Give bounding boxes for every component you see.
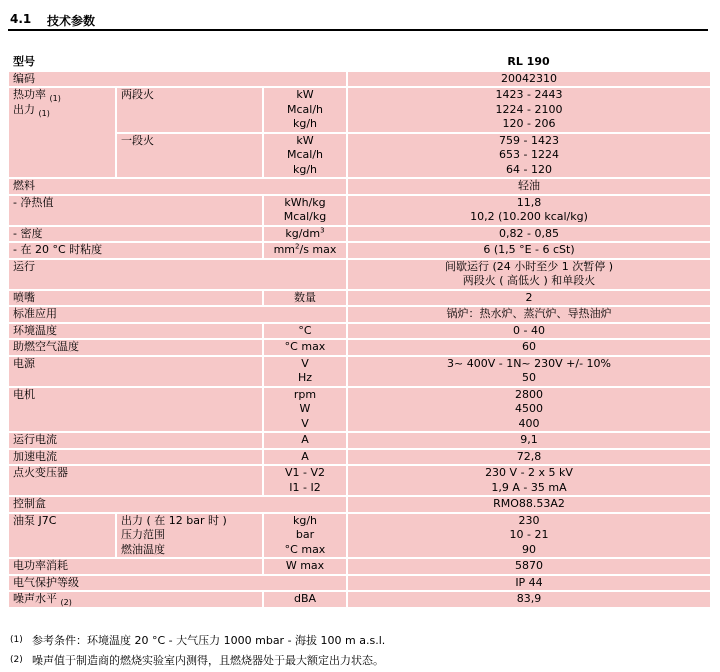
row-value: 5870 xyxy=(347,558,710,575)
section-title: 技术参数 xyxy=(47,14,96,28)
heading-rule xyxy=(8,29,708,31)
row-label: 运行 xyxy=(9,259,347,290)
table-row xyxy=(9,87,710,133)
row-value: 230 10 - 21 90 xyxy=(347,513,710,559)
unit-cell: A xyxy=(263,449,347,466)
unit-cell: kg/h bar °C max xyxy=(263,513,347,559)
model-label: 型号 xyxy=(9,55,347,71)
footnote-number: (1) xyxy=(10,635,23,645)
table-row xyxy=(9,195,710,226)
row-value: 锅炉：热水炉、蒸汽炉、导热油炉 xyxy=(347,306,710,323)
row-label: 电源 xyxy=(9,356,263,387)
row-label: 油泵 J7C xyxy=(9,513,116,559)
row-label: 点火变压器 xyxy=(9,465,263,496)
unit-cell: kWh/kg Mcal/kg xyxy=(263,195,347,226)
unit-cell: °C max xyxy=(263,339,347,356)
unit-cell: kW Mcal/h kg/h xyxy=(263,133,347,179)
table-row xyxy=(9,513,710,559)
table-row xyxy=(9,575,710,592)
footnotes xyxy=(10,632,710,672)
table-row xyxy=(9,356,710,387)
row-value: 230 V - 2 x 5 kV 1,9 A - 35 mA xyxy=(347,465,710,496)
model-value: RL 190 xyxy=(347,55,710,71)
row-value: 轻油 xyxy=(347,178,710,195)
sub-label: 出力 ( 在 12 bar 时 ) 压力范围 燃油温度 xyxy=(116,513,263,559)
row-label: 电机 xyxy=(9,387,263,433)
row-value: 间歇运行 (24 小时至少 1 次暂停 ) 两段火 ( 高低火 ) 和单段火 xyxy=(347,259,710,290)
table-row xyxy=(9,306,710,323)
row-value: 2 xyxy=(347,290,710,307)
unit-cell: V1 - V2 I1 - I2 xyxy=(263,465,347,496)
table-row xyxy=(9,339,710,356)
unit-cell: 数量 xyxy=(263,290,347,307)
table-row xyxy=(9,591,710,607)
table-row xyxy=(9,55,710,71)
row-label: 电功率消耗 xyxy=(9,558,263,575)
row-label: 燃料 xyxy=(9,178,347,195)
spec-table xyxy=(9,55,710,607)
row-label: 环境温度 xyxy=(9,323,263,340)
footnote-text: 参考条件：环境温度 20 °C - 大气压力 1000 mbar - 海拔 100 m a.s.l. xyxy=(32,634,386,647)
footnote-number: (2) xyxy=(10,655,23,665)
row-label: 热功率 $_{(1)}$ 出力 $_{(1)}$ xyxy=(9,87,116,178)
row-label: 噪声水平 $_{(2)}$ xyxy=(9,591,263,607)
unit-cell: dBA xyxy=(263,591,347,607)
row-label: 标准应用 xyxy=(9,306,347,323)
table-row xyxy=(9,432,710,449)
row-value: 83,9 xyxy=(347,591,710,607)
sub-label: 两段火 xyxy=(116,87,263,133)
table-row xyxy=(9,465,710,496)
row-value: RMO88.53A2 xyxy=(347,496,710,513)
section-number: 4.1 xyxy=(10,12,32,26)
unit-cell: A xyxy=(263,432,347,449)
table-row xyxy=(9,496,710,513)
row-value: 0,82 - 0,85 xyxy=(347,226,710,243)
table-row xyxy=(9,259,710,290)
row-value: 6 (1,5 °E - 6 cSt) xyxy=(347,242,710,259)
row-value: 1423 - 2443 1224 - 2100 120 - 206 xyxy=(347,87,710,133)
row-label: 喷嘴 xyxy=(9,290,263,307)
table-row xyxy=(9,558,710,575)
row-label: 控制盒 xyxy=(9,496,347,513)
footnote-text: 噪声值于制造商的燃烧实验室内测得，且燃烧器处于最大额定出力状态。 xyxy=(32,654,384,667)
row-label: 加速电流 xyxy=(9,449,263,466)
row-label: 助燃空气温度 xyxy=(9,339,263,356)
table-row xyxy=(9,387,710,433)
table-row xyxy=(9,242,710,259)
row-label: 编码 xyxy=(9,71,347,88)
row-label: 电气保护等级 xyxy=(9,575,347,592)
row-label: 运行电流 xyxy=(9,432,263,449)
unit-cell: $kg/dm^3$ xyxy=(263,226,347,243)
row-value: 20042310 xyxy=(347,71,710,88)
row-value: 3~ 400V - 1N~ 230V +/- 10% 50 xyxy=(347,356,710,387)
unit-cell: kW Mcal/h kg/h xyxy=(263,87,347,133)
table-row xyxy=(9,290,710,307)
row-label: - 在 20 °C 时粘度 xyxy=(9,242,263,259)
unit-cell: V Hz xyxy=(263,356,347,387)
row-value: 759 - 1423 653 - 1224 64 - 120 xyxy=(347,133,710,179)
row-label: - 密度 xyxy=(9,226,263,243)
row-value: 2800 4500 400 xyxy=(347,387,710,433)
table-row xyxy=(9,323,710,340)
row-value: 72,8 xyxy=(347,449,710,466)
unit-cell: °C xyxy=(263,323,347,340)
table-row xyxy=(9,178,710,195)
row-value: 11,8 10,2 (10.200 kcal/kg) xyxy=(347,195,710,226)
section-heading xyxy=(0,0,710,31)
row-value: 0 - 40 xyxy=(347,323,710,340)
row-label: - 净热值 xyxy=(9,195,263,226)
unit-cell: rpm W V xyxy=(263,387,347,433)
table-row xyxy=(9,226,710,243)
footnote xyxy=(10,652,710,672)
unit-cell: $mm^2/s$ max xyxy=(263,242,347,259)
row-value: 9,1 xyxy=(347,432,710,449)
row-value: IP 44 xyxy=(347,575,710,592)
unit-cell: W max xyxy=(263,558,347,575)
table-row xyxy=(9,449,710,466)
footnote xyxy=(10,632,710,652)
table-row xyxy=(9,71,710,88)
sub-label: 一段火 xyxy=(116,133,263,179)
row-value: 60 xyxy=(347,339,710,356)
